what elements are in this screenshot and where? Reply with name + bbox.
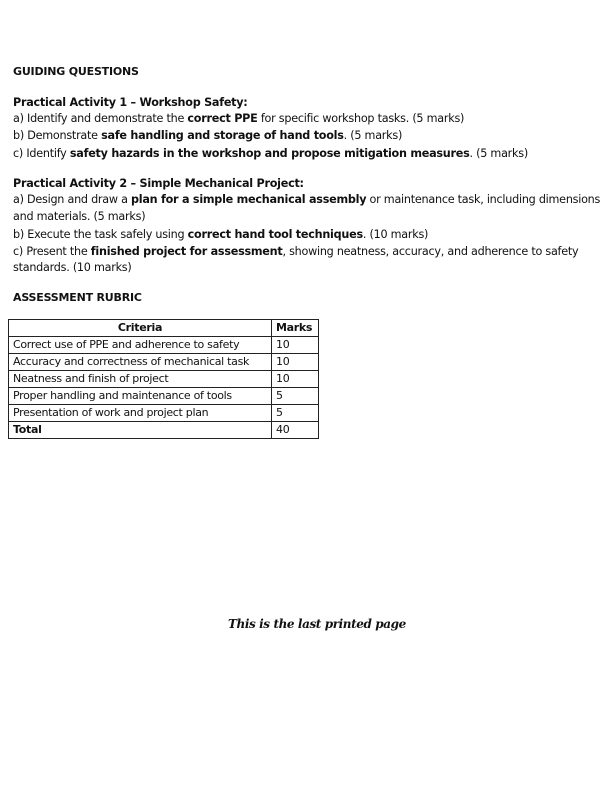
rubric-title: ASSESSMENT RUBRIC (13, 291, 142, 304)
activity1-item-a: a) Identify and demonstrate the correct PPE for specific workshop tasks. (5 marks) (13, 112, 465, 125)
last-printed-page-note: This is the last printed page (228, 617, 406, 631)
table-total-row (9, 422, 319, 439)
column-header-marks: Marks (272, 320, 319, 337)
section-title-guiding-questions: GUIDING QUESTIONS (13, 65, 139, 78)
table-row (9, 371, 319, 388)
table-row (9, 337, 319, 354)
table-header-row (9, 320, 319, 337)
activity1-item-b: b) Demonstrate safe handling and storage of hand tools. (5 marks) (13, 129, 403, 142)
activity1-item-c: c) Identify safety hazards in the workshop and propose mitigation measures. (5 marks) (13, 147, 528, 160)
activity2-item-c: c) Present the finished project for assessment, showing neatness, accuracy, and adherence to safety (13, 245, 579, 258)
criteria-cell: Accuracy and correctness of mechanical task (9, 354, 272, 371)
activity2-item-a-continued: and materials. (5 marks) (13, 210, 146, 223)
assessment-rubric-table (8, 319, 319, 439)
activity2-item-c-continued: standards. (10 marks) (13, 261, 132, 274)
table-row (9, 354, 319, 371)
activity2-title: Practical Activity 2 – Simple Mechanical Project: (13, 177, 304, 190)
marks-cell: 5 (272, 388, 319, 405)
criteria-cell: Presentation of work and project plan (9, 405, 272, 422)
marks-cell: 10 (272, 337, 319, 354)
activity1-title: Practical Activity 1 – Workshop Safety: (13, 96, 248, 109)
activity2-item-b: b) Execute the task safely using correct hand tool techniques. (10 marks) (13, 228, 429, 241)
criteria-cell: Correct use of PPE and adherence to safety (9, 337, 272, 354)
table-row (9, 405, 319, 422)
total-label-cell: Total (9, 422, 272, 439)
criteria-cell: Neatness and finish of project (9, 371, 272, 388)
marks-cell: 5 (272, 405, 319, 422)
marks-cell: 10 (272, 354, 319, 371)
marks-cell: 10 (272, 371, 319, 388)
total-marks-cell: 40 (272, 422, 319, 439)
column-header-criteria: Criteria (9, 320, 272, 337)
criteria-cell: Proper handling and maintenance of tools (9, 388, 272, 405)
activity2-item-a: a) Design and draw a plan for a simple mechanical assembly or maintenance task, including dimensions (13, 193, 601, 206)
table-row (9, 388, 319, 405)
